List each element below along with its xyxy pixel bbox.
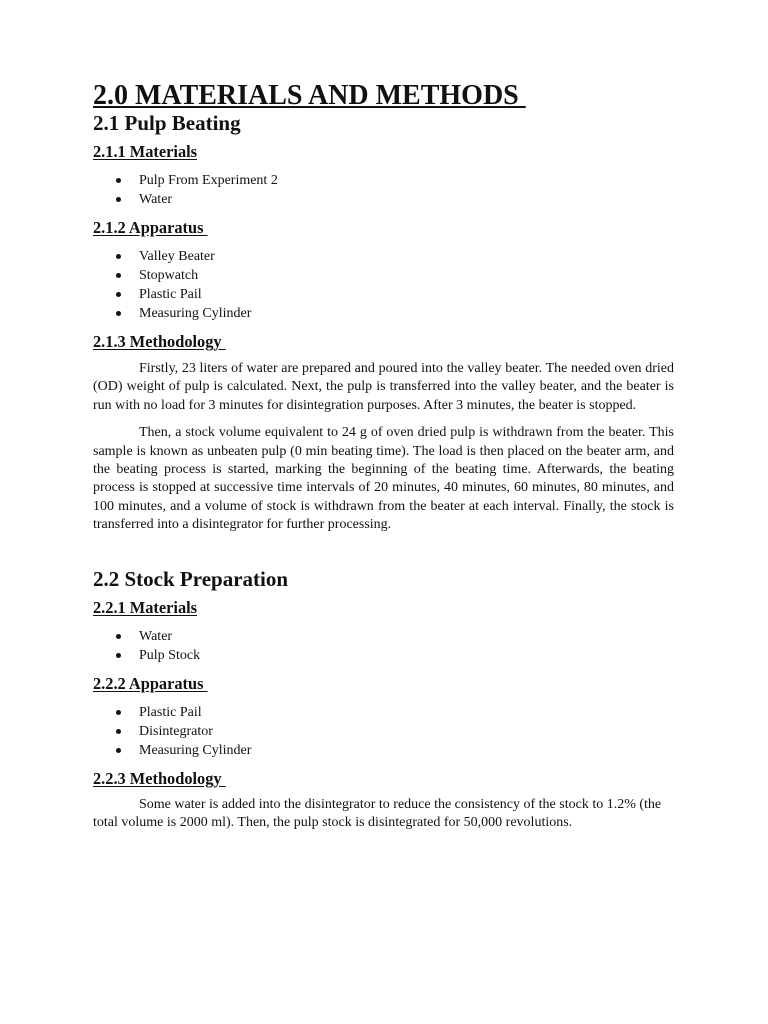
list-item-text: Water	[139, 192, 173, 207]
list-item	[93, 247, 674, 266]
list-item-text: Pulp From Experiment 2	[139, 173, 278, 188]
list-item	[93, 285, 674, 304]
list-item	[93, 722, 674, 741]
list-item	[93, 646, 674, 665]
list-item-text: Measuring Cylinder	[139, 306, 252, 321]
list-item	[93, 703, 674, 722]
list-item-text: Pulp Stock	[139, 647, 201, 663]
list-item-text: Plastic Pail	[139, 287, 202, 302]
subsection-2-1-2-heading: 2.1.2 Apparatus	[93, 218, 208, 237]
list-item	[93, 627, 674, 646]
methodology-paragraph-2-1-a: Firstly, 23 liters of water are prepared and poured into the valley beater. The needed oven dried (OD) weight of pulp is calculated. Next, the pulp is transferred into the valley beater, and the beater is run with no load for 3 minutes for disintegration purposes. After 3 minutes, the beater is stopped.	[93, 361, 674, 413]
section-2-1-title: 2.1 Pulp Beating	[93, 111, 241, 135]
list-item-text: Disintegrator	[139, 723, 213, 739]
bullet-icon	[116, 634, 121, 639]
materials-list-2-2	[93, 627, 674, 665]
apparatus-list-2-1	[93, 247, 674, 323]
document-page	[93, 80, 674, 832]
bullet-icon	[116, 653, 121, 658]
subsection-2-2-1-heading: 2.2.1 Materials	[93, 597, 198, 617]
list-item-text: Water	[139, 628, 173, 644]
bullet-icon	[116, 254, 121, 259]
bullet-icon	[116, 729, 121, 734]
subsection-2-1-3-heading: 2.1.3 Methodology	[93, 332, 226, 351]
bullet-icon	[116, 748, 121, 753]
bullet-icon	[116, 178, 121, 183]
list-item-text: Stopwatch	[139, 268, 199, 283]
subsection-2-2-3-heading: 2.2.3 Methodology	[93, 768, 226, 788]
list-item	[93, 171, 674, 190]
list-item	[93, 304, 674, 323]
list-item-text: Measuring Cylinder	[139, 742, 252, 758]
list-item-text: Valley Beater	[139, 249, 215, 264]
apparatus-list-2-2	[93, 703, 674, 760]
bullet-icon	[116, 292, 121, 297]
subsection-2-2-2-heading: 2.2.2 Apparatus	[93, 673, 208, 693]
materials-list-2-1	[93, 171, 674, 209]
bullet-icon	[116, 197, 121, 202]
section-2-2-title: 2.2 Stock Preparation	[93, 566, 289, 591]
list-item	[93, 741, 674, 760]
bullet-icon	[116, 273, 121, 278]
bullet-icon	[116, 710, 121, 715]
list-item	[93, 190, 674, 209]
list-item	[93, 266, 674, 285]
main-heading: 2.0 MATERIALS AND METHODS	[93, 80, 526, 111]
list-item-text: Plastic Pail	[139, 704, 202, 720]
methodology-paragraph-2-2: Some water is added into the disintegrator to reduce the consistency of the stock to 1.2% (the total volume is 2000 ml). Then, the pulp stock is disintegrated for 50,000 revolutions.	[93, 796, 662, 831]
bullet-icon	[116, 311, 121, 316]
subsection-2-1-1-heading: 2.1.1 Materials	[93, 142, 198, 161]
methodology-paragraph-2-1-b: Then, a stock volume equivalent to 24 g of oven dried pulp is withdrawn from the beater. This sample is known as unbeaten pulp (0 min beating time). The load is then placed on the beater arm, and the beating process is started, marking the beginning of the beating time. Afterwards, the beating process is stopped at successive time intervals of 20 minutes, 40 minutes, 60 minutes, 80 minutes, and 100 minutes, and a volume of stock is withdrawn from the beater at each interval. Finally, the stock is transferred into a disintegrator for further processing.	[93, 425, 674, 533]
